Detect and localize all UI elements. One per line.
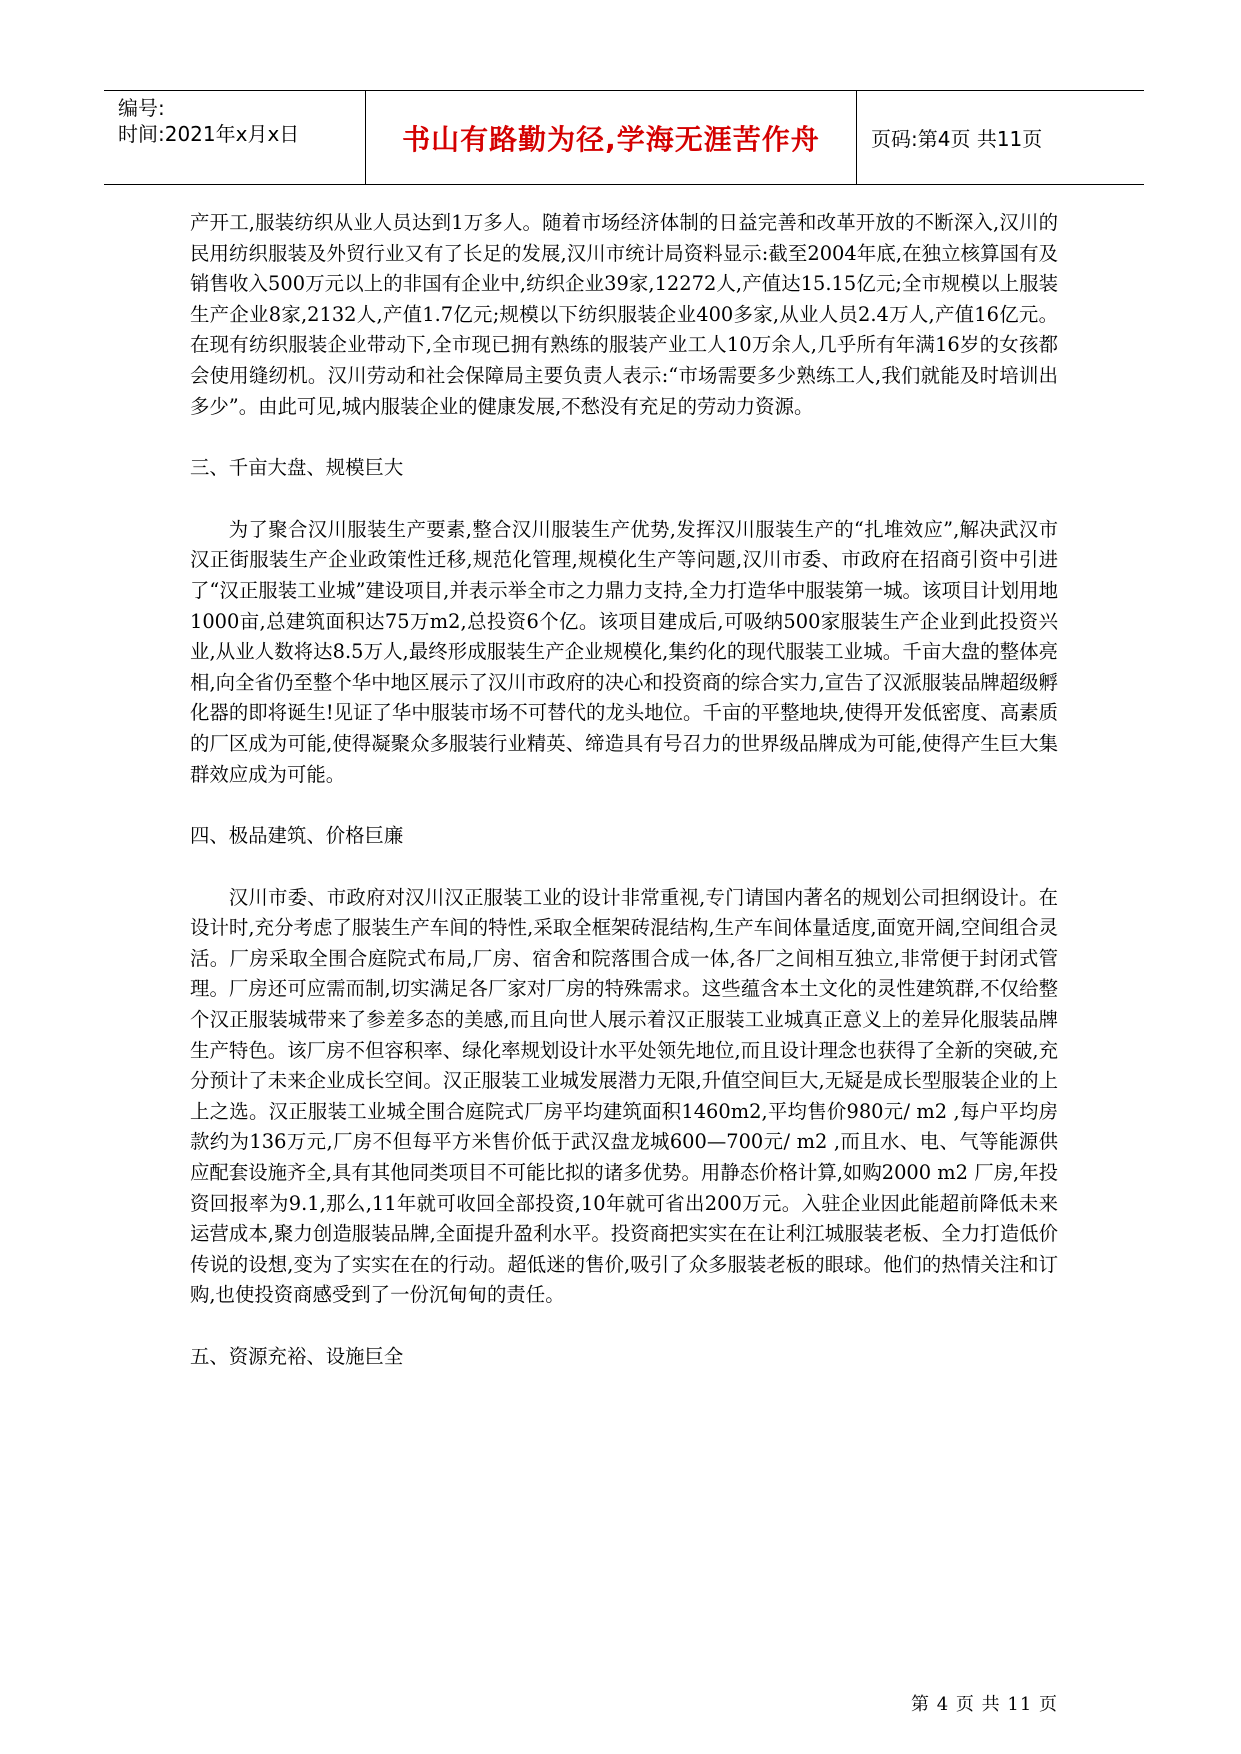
- section-heading: 四、极品建筑、价格巨廉: [190, 824, 404, 848]
- document-body: [190, 208, 1058, 1373]
- page-footer: 第 4 页 共 11 页: [911, 1694, 1058, 1715]
- section-heading: 五、资源充裕、设施巨全: [190, 1345, 404, 1368]
- header-motto: 书山有路勤为径,学海无涯苦作舟: [366, 91, 857, 184]
- body-paragraph: 汉川市委、市政府对汉川汉正服装工业的设计非常重视,专门请国内著名的规划公司担纲设计。在设计时,充分考虑了服装生产车间的特性,采取全框架砖混结构,生产车间体量适度,面宽开阔,空间组合灵活。厂房采取全围合庭院式布局,厂房、宿舍和院落围合成一体,各厂之间相互独立,非常便于封闭式管理。厂房还可应需而制,切实满足各厂家对厂房的特殊需求。这些蕴含本土文化的灵性建筑群,不仅给整个汉正服装城带来了参差多态的美感,而且向世人展示着汉正服装工业城真正意义上的差异化服装品牌生产特色。该厂房不但容积率、绿化率规划设计水平处领先地位,而且设计理念也获得了全新的突破,充分预计了未来企业成长空间。汉正服装工业城发展潜力无限,升值空间巨大,无疑是成长型服装企业的上上之选。汉正服装工业城全围合庭院式厂房平均建筑面积1460m2,平均售价980元/ m2 ,每户平均房款约为136万元,厂房不但每平方米售价低于武汉盘龙城600—700元/ m2 ,而且水、电、气等能源供应配套设施齐全,具有其他同类项目不可能比拟的诸多优势。用静态价格计算,如购2000 m2 厂房,年投资回报率为9.1,那么,11年就可收回全部投资,10年就可省出200万元。入驻企业因此能超前降低未来运营成本,聚力创造服装品牌,全面提升盈利水平。投资商把实实在在让利江城服装老板、全力打造低价传说的设想,变为了实实在在的行动。超低迷的售价,吸引了众多服装老板的眼球。他们的热情关注和订购,也使投资商感受到了一份沉甸甸的责任。: [190, 885, 1058, 1307]
- section-heading: 三、千亩大盘、规模巨大: [190, 456, 404, 480]
- header-page-number: 页码:第4页 共11页: [871, 127, 1043, 151]
- body-paragraph: 产开工,服装纺织从业人员达到1万多人。随着市场经济体制的日益完善和改革开放的不断深入,汉川的民用纺织服装及外贸行业又有了长足的发展,汉川市统计局资料显示:截至2004年底,在独立核算国有及销售收入500万元以上的非国有企业中,纺织企业39家,12272人,产值达15.15亿元;全市规模以上服装生产企业8家,2132人,产值1.7亿元;规模以下纺织服装企业400多家,从业人员2.4万人,产值16亿元。在现有纺织服装企业带动下,全市现已拥有熟练的服装产业工人10万余人,几乎所有年满16岁的女孩都会使用缝纫机。汉川劳动和社会保障局主要负责人表示:“市场需要多少熟练工人,我们就能及时培训出多少”。由此可见,城内服装企业的健康发展,不愁没有充足的劳动力资源。: [190, 211, 1058, 418]
- document-time-label: 时间:2021年x月x日: [118, 122, 300, 146]
- header-info-cell: [104, 91, 366, 184]
- body-paragraph: 为了聚合汉川服装生产要素,整合汉川服装生产优势,发挥汉川服装生产的“扎堆效应”,解决武汉市汉正街服装生产企业政策性迁移,规范化管理,规模化生产等问题,汉川市委、市政府在招商引资中引进了“汉正服装工业城”建设项目,并表示举全市之力鼎力支持,全力打造华中服装第一城。该项目计划用地1000亩,总建筑面积达75万m2,总投资6个亿。该项目建成后,可吸纳500家服装生产企业到此投资兴业,从业人数将达8.5万人,最终形成服装生产企业规模化,集约化的现代服装工业城。千亩大盘的整体亮相,向全省仍至整个华中地区展示了汉川市政府的决心和投资商的综合实力,宣告了汉派服装品牌超级孵化器的即将诞生!见证了华中服装市场不可替代的龙头地位。千亩的平整地块,使得开发低密度、高素质的厂区成为可能,使得凝聚众多服装行业精英、缔造具有号召力的世界级品牌成为可能,使得产生巨大集群效应成为可能。: [190, 517, 1058, 786]
- document-number-label: 编号:: [118, 96, 165, 120]
- page-header: [104, 90, 1144, 185]
